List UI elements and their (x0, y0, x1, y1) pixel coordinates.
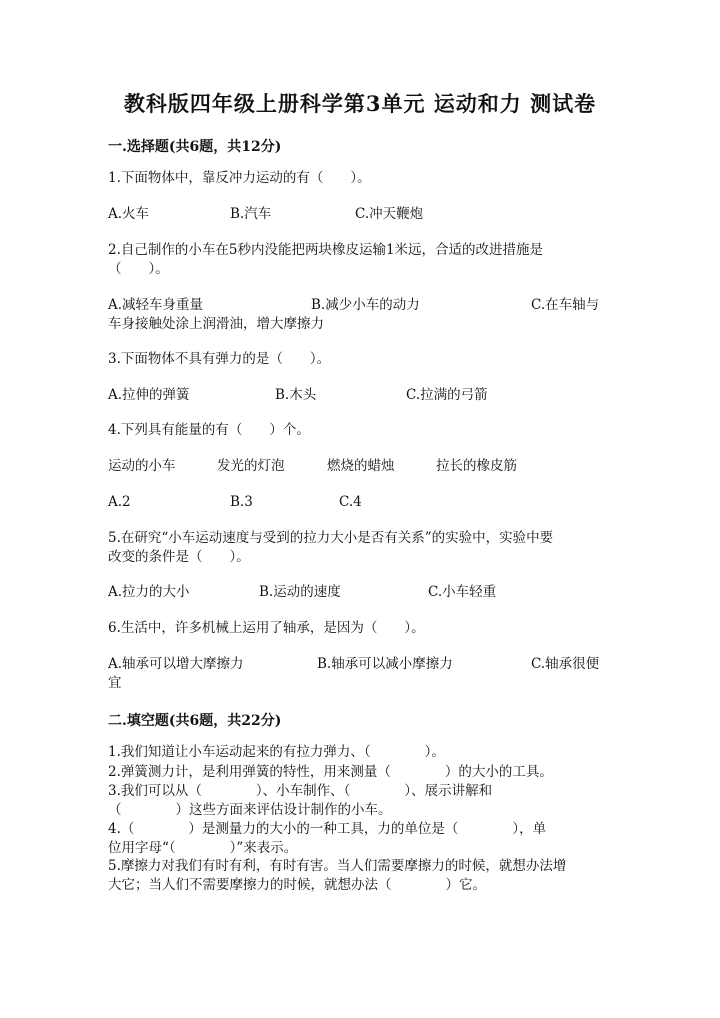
page-title: 教科版四年级上册科学第3单元 运动和力 测试卷 (123, 91, 597, 116)
question-6-option-a: A.轴承可以增大摩擦力 (108, 656, 244, 672)
question-6-text: 6.生活中，许多机械上运用了轴承，是因为（ ）。 (108, 620, 425, 636)
question-2-option-a: A.减轻车身重量 (108, 297, 204, 313)
question-3-option-c: C.拉满的弓箭 (406, 387, 488, 403)
question-5-text: 5.在研究“小车运动速度与受到的拉力大小是否有关系”的实验中，实验中要 (108, 530, 554, 546)
question-2-option-c-cont: 车身接触处涂上润滑油，增大摩擦力 (108, 316, 324, 332)
fill-question-1: 1.我们知道让小车运动起来的有拉力弹力、（ ）。 (108, 744, 445, 760)
fill-question-5: 5.摩擦力对我们有时有利，有时有害。当人们需要摩擦力的时候，就想办法增 (108, 858, 567, 874)
question-2-text: 2.自己制作的小车在5秒内没能把两块橡皮运输1米远，合适的改进措施是 (108, 242, 544, 258)
question-5-option-a: A.拉力的大小 (108, 584, 190, 600)
question-4-option-c: C.4 (339, 494, 362, 510)
question-5-option-c: C.小车轻重 (428, 584, 497, 600)
question-5-text-cont: 改变的条件是（ ）。 (108, 549, 250, 565)
question-1-option-c: C.冲天鞭炮 (355, 206, 424, 222)
question-4-item: 燃烧的蜡烛 (327, 458, 395, 474)
question-5-option-b: B.运动的速度 (259, 584, 341, 600)
question-6-option-c-cont: 宜 (108, 675, 122, 691)
fill-question-2: 2.弹簧测力计，是利用弹簧的特性，用来测量（ ）的大小的工具。 (108, 764, 553, 780)
section-heading-fill-in: 二.填空题(共6题，共22分) (108, 713, 282, 729)
question-4-text: 4.下列具有能量的有（ ）个。 (108, 422, 310, 438)
question-3-text: 3.下面物体不具有弹力的是（ ）。 (108, 351, 331, 367)
question-2-option-c: C.在车轴与 (531, 297, 600, 313)
question-4-item: 运动的小车 (108, 458, 176, 474)
question-1-option-a: A.火车 (108, 206, 150, 222)
question-6-option-b: B.轴承可以减小摩擦力 (317, 656, 453, 672)
question-3-option-b: B.木头 (275, 387, 317, 403)
question-1-option-b: B.汽车 (230, 206, 272, 222)
section-heading-multiple-choice: 一.选择题(共6题，共12分) (108, 139, 282, 155)
fill-question-3-cont: （ ）这些方面来评估设计制作的小车。 (108, 802, 392, 818)
question-4-option-a: A.2 (108, 494, 131, 510)
fill-question-4: 4.（ ）是测量力的大小的一种工具，力的单位是（ ），单 (108, 821, 547, 837)
question-2-option-b: B.减少小车的动力 (311, 297, 420, 313)
question-4-item: 发光的灯泡 (217, 458, 285, 474)
question-2-text-cont: （ ）。 (108, 261, 169, 277)
question-6-option-c: C.轴承很便 (531, 656, 600, 672)
fill-question-5-cont: 大它；当人们不需要摩擦力的时候，就想办法（ ）它。 (108, 877, 486, 893)
question-1-text: 1.下面物体中，靠反冲力运动的有（ ）。 (108, 170, 371, 186)
question-4-item: 拉长的橡皮筋 (436, 458, 517, 474)
question-4-option-b: B.3 (230, 494, 253, 510)
question-3-option-a: A.拉伸的弹簧 (108, 387, 190, 403)
fill-question-3: 3.我们可以从（ ）、小车制作、（ ）、展示讲解和 (108, 783, 493, 799)
fill-question-4-cont: 位用字母“（ ）”来表示。 (108, 840, 298, 856)
